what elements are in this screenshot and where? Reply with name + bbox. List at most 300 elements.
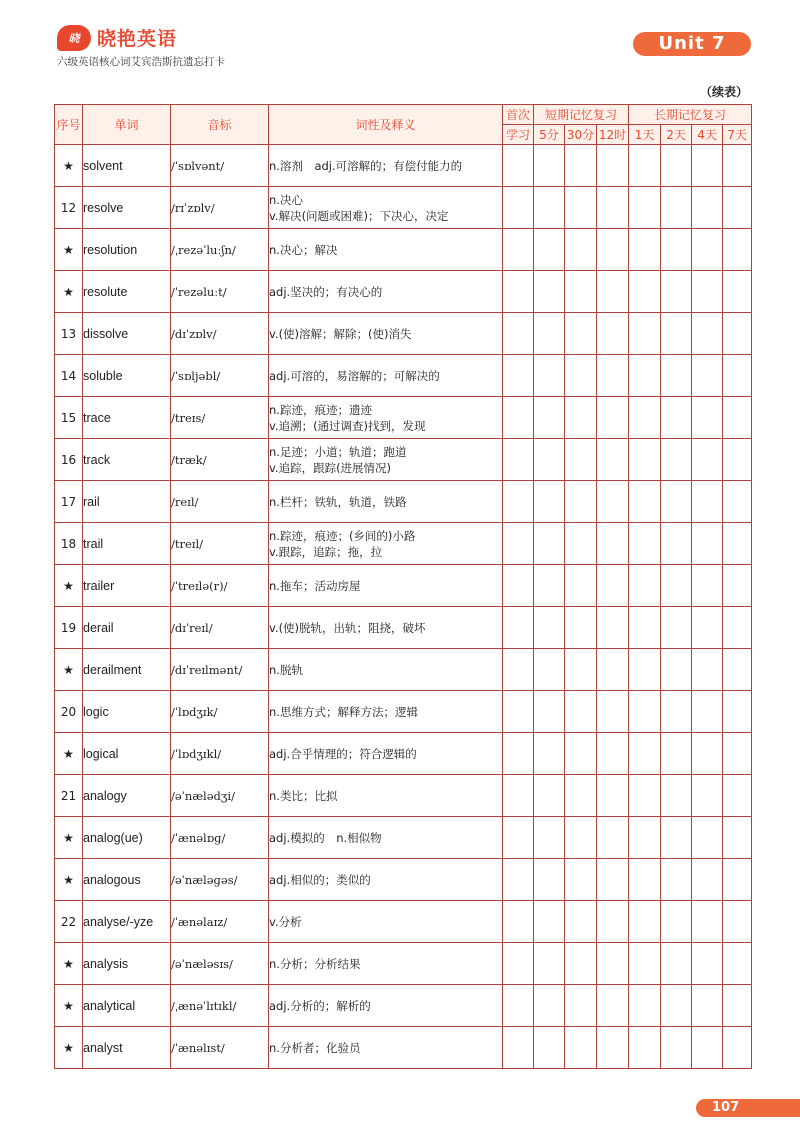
- review-checkbox-cell[interactable]: [629, 229, 661, 271]
- word-cell: logic: [83, 691, 171, 733]
- header-word: 单词: [83, 105, 171, 145]
- review-checkbox-cell[interactable]: [534, 523, 565, 565]
- header-12h: 12时: [597, 125, 629, 145]
- header-4day: 4天: [692, 125, 723, 145]
- table-row: [55, 985, 752, 1027]
- review-checkbox-cell[interactable]: [629, 523, 661, 565]
- row-number: ★: [55, 565, 83, 607]
- review-checkbox-cell[interactable]: [565, 397, 597, 439]
- word-cell: track: [83, 439, 171, 481]
- review-checkbox-cell[interactable]: [534, 187, 565, 229]
- review-checkbox-cell[interactable]: [692, 355, 723, 397]
- word-cell: analysis: [83, 943, 171, 985]
- review-checkbox-cell[interactable]: [565, 565, 597, 607]
- review-checkbox-cell[interactable]: [534, 1027, 565, 1069]
- meaning-cell: [269, 817, 503, 859]
- word-cell: logical: [83, 733, 171, 775]
- review-checkbox-cell[interactable]: [723, 481, 752, 523]
- review-checkbox-cell[interactable]: [661, 901, 692, 943]
- word-cell: derail: [83, 607, 171, 649]
- review-checkbox-cell[interactable]: [597, 817, 629, 859]
- review-checkbox-cell[interactable]: [503, 817, 534, 859]
- review-checkbox-cell[interactable]: [692, 523, 723, 565]
- review-checkbox-cell[interactable]: [534, 775, 565, 817]
- meaning-line: v.追踪，跟踪(进展情况): [269, 460, 392, 475]
- row-number: 22: [55, 901, 83, 943]
- review-checkbox-cell[interactable]: [723, 649, 752, 691]
- review-checkbox-cell[interactable]: [503, 397, 534, 439]
- table-row: [55, 859, 752, 901]
- review-checkbox-cell[interactable]: [597, 985, 629, 1027]
- review-checkbox-cell[interactable]: [629, 271, 661, 313]
- review-checkbox-cell[interactable]: [534, 565, 565, 607]
- word-cell: analyse/-yze: [83, 901, 171, 943]
- review-checkbox-cell[interactable]: [565, 313, 597, 355]
- review-checkbox-cell[interactable]: [723, 733, 752, 775]
- review-checkbox-cell[interactable]: [597, 187, 629, 229]
- review-checkbox-cell[interactable]: [503, 775, 534, 817]
- review-checkbox-cell[interactable]: [565, 523, 597, 565]
- review-checkbox-cell[interactable]: [597, 1027, 629, 1069]
- table-row: [55, 607, 752, 649]
- review-checkbox-cell[interactable]: [723, 355, 752, 397]
- review-checkbox-cell[interactable]: [723, 859, 752, 901]
- page-subtitle: 六级英语核心词艾宾浩斯抗遗忘打卡: [57, 56, 225, 68]
- review-checkbox-cell[interactable]: [503, 145, 534, 187]
- review-checkbox-cell[interactable]: [692, 649, 723, 691]
- review-checkbox-cell[interactable]: [534, 901, 565, 943]
- meaning-line: n.决心；解决: [269, 242, 338, 257]
- review-checkbox-cell[interactable]: [597, 355, 629, 397]
- review-checkbox-cell[interactable]: [565, 481, 597, 523]
- row-number: ★: [55, 1027, 83, 1069]
- review-checkbox-cell[interactable]: [534, 397, 565, 439]
- review-checkbox-cell[interactable]: [692, 1027, 723, 1069]
- review-checkbox-cell[interactable]: [692, 943, 723, 985]
- row-number: 12: [55, 187, 83, 229]
- review-checkbox-cell[interactable]: [534, 229, 565, 271]
- header-first: 首次: [503, 105, 534, 125]
- review-checkbox-cell[interactable]: [565, 901, 597, 943]
- meaning-cell: [269, 733, 503, 775]
- review-checkbox-cell[interactable]: [503, 1027, 534, 1069]
- header-meaning: 词性及释义: [269, 105, 503, 145]
- review-checkbox-cell[interactable]: [692, 397, 723, 439]
- review-checkbox-cell[interactable]: [661, 481, 692, 523]
- review-checkbox-cell[interactable]: [723, 901, 752, 943]
- phonetic-cell: /ˈtreɪlə(r)/: [171, 565, 269, 607]
- meaning-cell: [269, 1027, 503, 1069]
- meaning-line: adj.坚决的；有决心的: [269, 284, 383, 299]
- meaning-cell: [269, 271, 503, 313]
- review-checkbox-cell[interactable]: [565, 649, 597, 691]
- review-checkbox-cell[interactable]: [597, 145, 629, 187]
- meaning-line: adj.合乎情理的；符合逻辑的: [269, 746, 417, 761]
- review-checkbox-cell[interactable]: [723, 229, 752, 271]
- review-checkbox-cell[interactable]: [661, 313, 692, 355]
- review-checkbox-cell[interactable]: [503, 313, 534, 355]
- table-row: [55, 271, 752, 313]
- review-checkbox-cell[interactable]: [565, 355, 597, 397]
- review-checkbox-cell[interactable]: [597, 439, 629, 481]
- review-checkbox-cell[interactable]: [661, 733, 692, 775]
- header-30min: 30分: [565, 125, 597, 145]
- review-checkbox-cell[interactable]: [661, 985, 692, 1027]
- header-num: 序号: [55, 105, 83, 145]
- phonetic-cell: /ˈsɒlvənt/: [171, 145, 269, 187]
- review-checkbox-cell[interactable]: [534, 355, 565, 397]
- phonetic-cell: /ˈænəlaɪz/: [171, 901, 269, 943]
- review-checkbox-cell[interactable]: [629, 943, 661, 985]
- meaning-cell: [269, 145, 503, 187]
- brand-logo: [57, 24, 177, 51]
- review-checkbox-cell[interactable]: [629, 565, 661, 607]
- review-checkbox-cell[interactable]: [629, 859, 661, 901]
- meaning-line: n.分析；分析结果: [269, 956, 361, 971]
- review-checkbox-cell[interactable]: [597, 901, 629, 943]
- review-checkbox-cell[interactable]: [565, 859, 597, 901]
- meaning-cell: [269, 859, 503, 901]
- table-row: [55, 355, 752, 397]
- review-checkbox-cell[interactable]: [661, 817, 692, 859]
- word-cell: analogous: [83, 859, 171, 901]
- review-checkbox-cell[interactable]: [534, 733, 565, 775]
- review-checkbox-cell[interactable]: [723, 565, 752, 607]
- review-checkbox-cell[interactable]: [723, 439, 752, 481]
- table-row: [55, 649, 752, 691]
- review-checkbox-cell[interactable]: [629, 607, 661, 649]
- review-checkbox-cell[interactable]: [661, 1027, 692, 1069]
- table-row: [55, 565, 752, 607]
- review-checkbox-cell[interactable]: [723, 775, 752, 817]
- review-checkbox-cell[interactable]: [661, 607, 692, 649]
- review-checkbox-cell[interactable]: [597, 229, 629, 271]
- review-checkbox-cell[interactable]: [597, 649, 629, 691]
- review-checkbox-cell[interactable]: [565, 1027, 597, 1069]
- review-checkbox-cell[interactable]: [503, 607, 534, 649]
- phonetic-cell: /ˌænəˈlɪtɪkl/: [171, 985, 269, 1027]
- review-checkbox-cell[interactable]: [661, 523, 692, 565]
- word-cell: analyst: [83, 1027, 171, 1069]
- review-checkbox-cell[interactable]: [629, 355, 661, 397]
- review-checkbox-cell[interactable]: [629, 691, 661, 733]
- review-checkbox-cell[interactable]: [534, 859, 565, 901]
- meaning-cell: [269, 229, 503, 271]
- review-checkbox-cell[interactable]: [503, 481, 534, 523]
- table-row: [55, 397, 752, 439]
- phonetic-cell: /dɪˈzɒlv/: [171, 313, 269, 355]
- review-checkbox-cell[interactable]: [661, 691, 692, 733]
- review-checkbox-cell[interactable]: [534, 985, 565, 1027]
- word-cell: trailer: [83, 565, 171, 607]
- row-number: 13: [55, 313, 83, 355]
- review-checkbox-cell[interactable]: [565, 229, 597, 271]
- table-row: [55, 1027, 752, 1069]
- review-checkbox-cell[interactable]: [503, 565, 534, 607]
- review-checkbox-cell[interactable]: [534, 145, 565, 187]
- review-checkbox-cell[interactable]: [503, 691, 534, 733]
- phonetic-cell: /dɪˈreɪlmənt/: [171, 649, 269, 691]
- review-checkbox-cell[interactable]: [661, 355, 692, 397]
- review-checkbox-cell[interactable]: [723, 187, 752, 229]
- row-number: ★: [55, 817, 83, 859]
- page-number: 107: [696, 1099, 800, 1117]
- row-number: ★: [55, 649, 83, 691]
- review-checkbox-cell[interactable]: [503, 733, 534, 775]
- review-checkbox-cell[interactable]: [692, 607, 723, 649]
- review-checkbox-cell[interactable]: [629, 439, 661, 481]
- review-checkbox-cell[interactable]: [597, 733, 629, 775]
- meaning-line: adj.相似的；类似的: [269, 872, 371, 887]
- word-cell: soluble: [83, 355, 171, 397]
- word-cell: dissolve: [83, 313, 171, 355]
- review-checkbox-cell[interactable]: [503, 901, 534, 943]
- review-checkbox-cell[interactable]: [565, 775, 597, 817]
- row-number: ★: [55, 271, 83, 313]
- review-checkbox-cell[interactable]: [723, 397, 752, 439]
- review-checkbox-cell[interactable]: [503, 439, 534, 481]
- review-checkbox-cell[interactable]: [503, 985, 534, 1027]
- review-checkbox-cell[interactable]: [503, 859, 534, 901]
- review-checkbox-cell[interactable]: [692, 145, 723, 187]
- phonetic-cell: /treɪs/: [171, 397, 269, 439]
- review-checkbox-cell[interactable]: [692, 439, 723, 481]
- row-number: ★: [55, 859, 83, 901]
- review-checkbox-cell[interactable]: [534, 943, 565, 985]
- review-checkbox-cell[interactable]: [565, 985, 597, 1027]
- meaning-line: n.踪迹，痕迹；遗迹: [269, 402, 372, 417]
- meaning-cell: [269, 397, 503, 439]
- word-cell: resolution: [83, 229, 171, 271]
- review-checkbox-cell[interactable]: [692, 565, 723, 607]
- meaning-cell: [269, 775, 503, 817]
- meaning-cell: [269, 355, 503, 397]
- table-row: [55, 229, 752, 271]
- review-checkbox-cell[interactable]: [692, 859, 723, 901]
- review-checkbox-cell[interactable]: [534, 271, 565, 313]
- table-row: [55, 145, 752, 187]
- review-checkbox-cell[interactable]: [661, 859, 692, 901]
- header-1day: 1天: [629, 125, 661, 145]
- review-checkbox-cell[interactable]: [723, 1027, 752, 1069]
- review-checkbox-cell[interactable]: [723, 523, 752, 565]
- review-checkbox-cell[interactable]: [661, 943, 692, 985]
- meaning-line: n.足迹；小道；轨道；跑道: [269, 444, 407, 459]
- meaning-cell: [269, 565, 503, 607]
- review-checkbox-cell[interactable]: [503, 943, 534, 985]
- review-checkbox-cell[interactable]: [661, 439, 692, 481]
- meaning-line: n.类比；比拟: [269, 788, 338, 803]
- meaning-cell: [269, 943, 503, 985]
- header-7day: 7天: [723, 125, 752, 145]
- review-checkbox-cell[interactable]: [692, 733, 723, 775]
- review-checkbox-cell[interactable]: [629, 733, 661, 775]
- table-row: [55, 439, 752, 481]
- table-row: [55, 775, 752, 817]
- review-checkbox-cell[interactable]: [629, 145, 661, 187]
- table-row: [55, 733, 752, 775]
- review-checkbox-cell[interactable]: [534, 313, 565, 355]
- review-checkbox-cell[interactable]: [692, 481, 723, 523]
- review-checkbox-cell[interactable]: [661, 229, 692, 271]
- review-checkbox-cell[interactable]: [597, 607, 629, 649]
- word-cell: rail: [83, 481, 171, 523]
- review-checkbox-cell[interactable]: [534, 439, 565, 481]
- meaning-line: n.溶剂 adj.可溶解的；有偿付能力的: [269, 158, 463, 173]
- review-checkbox-cell[interactable]: [629, 775, 661, 817]
- review-checkbox-cell[interactable]: [503, 649, 534, 691]
- meaning-line: v.解决(问题或困难)；下决心，决定: [269, 208, 449, 223]
- meaning-line: adj.分析的；解析的: [269, 998, 371, 1013]
- review-checkbox-cell[interactable]: [597, 271, 629, 313]
- meaning-line: v.跟踪，追踪；拖，拉: [269, 544, 383, 559]
- meaning-cell: [269, 187, 503, 229]
- row-number: ★: [55, 733, 83, 775]
- review-checkbox-cell[interactable]: [565, 271, 597, 313]
- table-row: [55, 523, 752, 565]
- review-checkbox-cell[interactable]: [534, 607, 565, 649]
- review-checkbox-cell[interactable]: [534, 817, 565, 859]
- review-checkbox-cell[interactable]: [534, 649, 565, 691]
- word-cell: analytical: [83, 985, 171, 1027]
- phonetic-cell: /træk/: [171, 439, 269, 481]
- review-checkbox-cell[interactable]: [692, 691, 723, 733]
- meaning-line: n.思维方式；解释方法；逻辑: [269, 704, 418, 719]
- review-checkbox-cell[interactable]: [661, 145, 692, 187]
- review-checkbox-cell[interactable]: [597, 481, 629, 523]
- word-cell: analog(ue): [83, 817, 171, 859]
- review-checkbox-cell[interactable]: [661, 775, 692, 817]
- review-checkbox-cell[interactable]: [661, 649, 692, 691]
- word-cell: resolve: [83, 187, 171, 229]
- phonetic-cell: /ˈlɒdʒɪkl/: [171, 733, 269, 775]
- review-checkbox-cell[interactable]: [723, 691, 752, 733]
- review-checkbox-cell[interactable]: [503, 271, 534, 313]
- review-checkbox-cell[interactable]: [723, 985, 752, 1027]
- review-checkbox-cell[interactable]: [565, 943, 597, 985]
- review-checkbox-cell[interactable]: [692, 313, 723, 355]
- review-checkbox-cell[interactable]: [597, 397, 629, 439]
- row-number: ★: [55, 145, 83, 187]
- review-checkbox-cell[interactable]: [503, 229, 534, 271]
- word-cell: solvent: [83, 145, 171, 187]
- word-cell: resolute: [83, 271, 171, 313]
- table-row: [55, 901, 752, 943]
- meaning-line: n.踪迹，痕迹；(乡间的)小路: [269, 528, 416, 543]
- review-checkbox-cell[interactable]: [661, 187, 692, 229]
- review-checkbox-cell[interactable]: [597, 859, 629, 901]
- review-checkbox-cell[interactable]: [629, 901, 661, 943]
- review-checkbox-cell[interactable]: [565, 733, 597, 775]
- meaning-line: v.分析: [269, 914, 302, 929]
- review-checkbox-cell[interactable]: [565, 817, 597, 859]
- review-checkbox-cell[interactable]: [565, 187, 597, 229]
- review-checkbox-cell[interactable]: [661, 397, 692, 439]
- phonetic-cell: /dɪˈreɪl/: [171, 607, 269, 649]
- review-checkbox-cell[interactable]: [629, 649, 661, 691]
- meaning-cell: [269, 523, 503, 565]
- phonetic-cell: /ˈsɒljəbl/: [171, 355, 269, 397]
- review-checkbox-cell[interactable]: [629, 481, 661, 523]
- review-checkbox-cell[interactable]: [534, 481, 565, 523]
- review-checkbox-cell[interactable]: [692, 985, 723, 1027]
- review-checkbox-cell[interactable]: [597, 565, 629, 607]
- meaning-line: n.栏杆；铁轨，轨道，铁路: [269, 494, 407, 509]
- review-checkbox-cell[interactable]: [723, 313, 752, 355]
- review-checkbox-cell[interactable]: [661, 565, 692, 607]
- header-5min: 5分: [534, 125, 565, 145]
- review-checkbox-cell[interactable]: [597, 313, 629, 355]
- row-number: ★: [55, 229, 83, 271]
- meaning-cell: [269, 901, 503, 943]
- review-checkbox-cell[interactable]: [629, 397, 661, 439]
- table-row: [55, 187, 752, 229]
- review-checkbox-cell[interactable]: [723, 817, 752, 859]
- phonetic-cell: /ˈrezəluːt/: [171, 271, 269, 313]
- review-checkbox-cell[interactable]: [692, 775, 723, 817]
- row-number: ★: [55, 943, 83, 985]
- review-checkbox-cell[interactable]: [565, 145, 597, 187]
- meaning-line: adj.模拟的 n.相似物: [269, 830, 382, 845]
- header-phonetic: 音标: [171, 105, 269, 145]
- review-checkbox-cell[interactable]: [503, 523, 534, 565]
- meaning-line: n.拖车；活动房屋: [269, 578, 361, 593]
- review-checkbox-cell[interactable]: [629, 1027, 661, 1069]
- word-cell: analogy: [83, 775, 171, 817]
- meaning-cell: [269, 649, 503, 691]
- review-checkbox-cell[interactable]: [597, 943, 629, 985]
- review-checkbox-cell[interactable]: [692, 901, 723, 943]
- phonetic-cell: /əˈnæləsɪs/: [171, 943, 269, 985]
- word-cell: derailment: [83, 649, 171, 691]
- review-checkbox-cell[interactable]: [692, 229, 723, 271]
- meaning-cell: [269, 481, 503, 523]
- review-checkbox-cell[interactable]: [565, 607, 597, 649]
- review-checkbox-cell[interactable]: [597, 523, 629, 565]
- review-checkbox-cell[interactable]: [597, 775, 629, 817]
- review-checkbox-cell[interactable]: [692, 271, 723, 313]
- header-long-term: 长期记忆复习: [629, 105, 752, 125]
- meaning-cell: [269, 313, 503, 355]
- review-checkbox-cell[interactable]: [629, 985, 661, 1027]
- review-checkbox-cell[interactable]: [534, 691, 565, 733]
- review-checkbox-cell[interactable]: [629, 817, 661, 859]
- meaning-line: v.(使)脱轨，出轨；阻挠，破坏: [269, 620, 426, 635]
- meaning-cell: [269, 691, 503, 733]
- meaning-line: n.分析者；化验员: [269, 1040, 361, 1055]
- review-checkbox-cell[interactable]: [629, 313, 661, 355]
- review-checkbox-cell[interactable]: [503, 187, 534, 229]
- word-cell: trail: [83, 523, 171, 565]
- table-row: [55, 943, 752, 985]
- review-checkbox-cell[interactable]: [565, 691, 597, 733]
- table-row: [55, 313, 752, 355]
- review-checkbox-cell[interactable]: [565, 439, 597, 481]
- review-checkbox-cell[interactable]: [661, 271, 692, 313]
- review-checkbox-cell[interactable]: [503, 355, 534, 397]
- review-checkbox-cell[interactable]: [629, 187, 661, 229]
- review-checkbox-cell[interactable]: [597, 691, 629, 733]
- review-checkbox-cell[interactable]: [723, 271, 752, 313]
- review-checkbox-cell[interactable]: [723, 607, 752, 649]
- logo-mark: 晓: [57, 25, 91, 51]
- review-checkbox-cell[interactable]: [692, 817, 723, 859]
- phonetic-cell: /ˌrezəˈluːʃn/: [171, 229, 269, 271]
- review-checkbox-cell[interactable]: [723, 145, 752, 187]
- review-checkbox-cell[interactable]: [692, 187, 723, 229]
- review-checkbox-cell[interactable]: [723, 943, 752, 985]
- phonetic-cell: /ˈænəlɪst/: [171, 1027, 269, 1069]
